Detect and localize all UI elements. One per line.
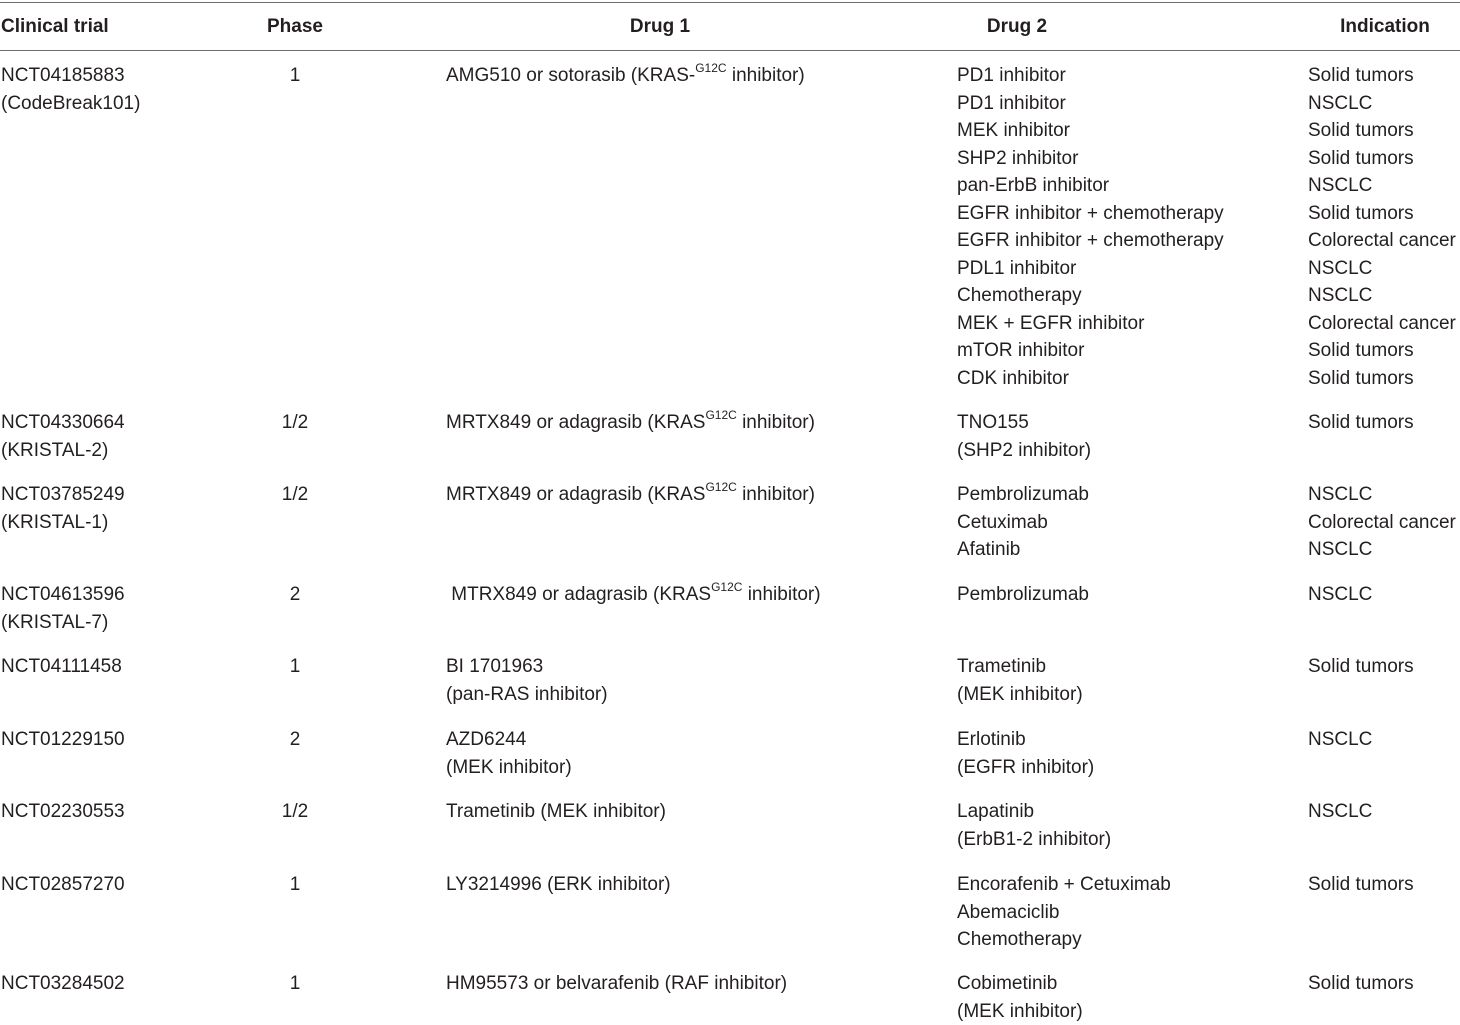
trial-id-line: (CodeBreak101) [1,90,140,118]
indication-line: NSCLC [1308,90,1456,118]
indication-cell [1308,726,1372,754]
indication-cell [1308,62,1456,392]
drug-2-line: SHP2 inhibitor [957,145,1224,173]
mutation-superscript: G12C [705,480,736,494]
drug-2-cell [957,581,1089,609]
indication-line: NSCLC [1308,255,1456,283]
trial-id-line: NCT02230553 [1,798,125,826]
drug-2-line: EGFR inhibitor + chemotherapy [957,200,1224,228]
drug-2-line: PD1 inhibitor [957,90,1224,118]
drug-2-line: PD1 inhibitor [957,62,1224,90]
drug-1-line: MTRX849 or adagrasib ($KRAS^{G12C}$ inhibitor) [446,581,821,609]
indication-cell [1308,481,1456,564]
drug-2-line: Chemotherapy [957,282,1224,310]
trial-id-line: NCT01229150 [1,726,125,754]
drug-2-cell [957,871,1171,954]
drug-2-cell [957,653,1083,708]
table-header-row [0,0,1460,50]
phase-cell: 1/2 [245,409,345,437]
drug-2-line: Chemotherapy [957,926,1171,954]
drug-1-line: MRTX849 or adagrasib ($KRAS^{G12C}$ inhibitor) [446,481,815,509]
trial-id-line: NCT03785249 [1,481,125,509]
header-clinical-trial: Clinical trial [1,14,109,40]
mutation-superscript: G12C [695,61,726,75]
indication-cell [1308,970,1414,998]
indication-line: NSCLC [1308,536,1456,564]
drug-2-line: (EGFR inhibitor) [957,754,1094,782]
indication-line: Solid tumors [1308,62,1456,90]
indication-line: NSCLC [1308,798,1372,826]
drug-2-line: (MEK inhibitor) [957,998,1083,1025]
header-indication: Indication [1335,14,1435,40]
clinical-trial-cell [1,481,125,536]
indication-line: Solid tumors [1308,200,1456,228]
drug-2-cell [957,62,1224,392]
clinical-trial-cell [1,970,125,998]
phase-cell: 2 [245,726,345,754]
drug-2-line: EGFR inhibitor + chemotherapy [957,227,1224,255]
indication-line: Solid tumors [1308,871,1414,899]
drug-2-line: (ErbB1-2 inhibitor) [957,826,1111,854]
mutation-superscript: G12C [711,580,742,594]
indication-cell [1308,653,1414,681]
indication-line: Solid tumors [1308,337,1456,365]
indication-line: Solid tumors [1308,365,1456,393]
clinical-trial-cell [1,653,122,681]
phase-cell: 1 [245,653,345,681]
drug-2-line: Abemaciclib [957,899,1171,927]
header-drug-2: Drug 2 [917,14,1117,40]
drug-1-line: HM95573 or belvarafenib (RAF inhibitor) [446,970,787,998]
drug-2-line: Trametinib [957,653,1083,681]
drug-2-line: MEK inhibitor [957,117,1224,145]
drug-1-cell [446,581,821,609]
clinical-trial-cell [1,871,125,899]
drug-2-line: (MEK inhibitor) [957,681,1083,709]
drug-1-cell [446,62,805,90]
drug-2-line: PDL1 inhibitor [957,255,1224,283]
drug-1-cell [446,409,815,437]
drug-1-line: AZD6244 [446,726,572,754]
drug-2-line: Encorafenib + Cetuximab [957,871,1171,899]
drug-1-line: LY3214996 (ERK inhibitor) [446,871,671,899]
drug-2-line: pan-ErbB inhibitor [957,172,1224,200]
indication-cell [1308,409,1414,437]
drug-2-cell [957,970,1083,1025]
indication-line: Solid tumors [1308,653,1414,681]
indication-line: NSCLC [1308,581,1372,609]
clinical-trial-cell [1,409,125,464]
indication-line: NSCLC [1308,481,1456,509]
drug-1-cell [446,653,608,708]
table-header-rule [0,50,1460,51]
drug-2-cell [957,798,1111,853]
phase-cell: 1/2 [245,798,345,826]
drug-2-line: Cobimetinib [957,970,1083,998]
clinical-trial-cell [1,798,125,826]
drug-1-cell [446,726,572,781]
drug-1-cell [446,798,666,826]
drug-1-line: AMG510 or sotorasib (KRAS-$^{G12C}$ inhibitor) [446,62,805,90]
indication-line: Colorectal cancer [1308,509,1456,537]
indication-line: Solid tumors [1308,117,1456,145]
header-phase: Phase [245,14,345,40]
drug-2-line: Erlotinib [957,726,1094,754]
trial-id-line: (KRISTAL-1) [1,509,125,537]
drug-1-line: MRTX849 or adagrasib ($KRAS^{G12C}$ inhibitor) [446,409,815,437]
drug-2-line: MEK + EGFR inhibitor [957,310,1224,338]
trial-id-line: NCT04111458 [1,653,122,681]
indication-cell [1308,871,1414,899]
indication-cell [1308,581,1372,609]
phase-cell: 1 [245,62,345,90]
drug-1-cell [446,871,671,899]
drug-1-line: BI 1701963 [446,653,608,681]
header-drug-1: Drug 1 [560,14,760,40]
clinical-trial-cell [1,62,140,117]
drug-2-line: mTOR inhibitor [957,337,1224,365]
drug-1-cell [446,970,787,998]
clinical-trial-cell [1,581,125,636]
phase-cell: 2 [245,581,345,609]
trial-id-line: NCT02857270 [1,871,125,899]
drug-1-line: (pan-RAS inhibitor) [446,681,608,709]
drug-2-line: Pembrolizumab [957,581,1089,609]
trial-id-line: NCT04185883 [1,62,140,90]
indication-cell [1308,798,1372,826]
drug-2-line: (SHP2 inhibitor) [957,437,1091,465]
trial-id-line: (KRISTAL-7) [1,609,125,637]
drug-2-line: Lapatinib [957,798,1111,826]
drug-1-line: Trametinib (MEK inhibitor) [446,798,666,826]
indication-line: NSCLC [1308,726,1372,754]
trial-id-line: (KRISTAL-2) [1,437,125,465]
drug-2-cell [957,409,1091,464]
drug-2-cell [957,726,1094,781]
drug-2-line: Afatinib [957,536,1089,564]
indication-line: NSCLC [1308,282,1456,310]
drug-1-cell [446,481,815,509]
trial-id-line: NCT03284502 [1,970,125,998]
indication-line: Solid tumors [1308,145,1456,173]
indication-line: Colorectal cancer [1308,310,1456,338]
drug-2-line: Pembrolizumab [957,481,1089,509]
clinical-trial-cell [1,726,125,754]
indication-line: Solid tumors [1308,970,1414,998]
drug-1-line: (MEK inhibitor) [446,754,572,782]
phase-cell: 1 [245,871,345,899]
indication-line: NSCLC [1308,172,1456,200]
phase-cell: 1/2 [245,481,345,509]
phase-cell: 1 [245,970,345,998]
drug-2-line: Cetuximab [957,509,1089,537]
drug-2-line: TNO155 [957,409,1091,437]
indication-line: Colorectal cancer [1308,227,1456,255]
trial-id-line: NCT04613596 [1,581,125,609]
indication-line: Solid tumors [1308,409,1414,437]
drug-2-line: CDK inhibitor [957,365,1224,393]
mutation-superscript: G12C [705,408,736,422]
drug-2-cell [957,481,1089,564]
trial-id-line: NCT04330664 [1,409,125,437]
